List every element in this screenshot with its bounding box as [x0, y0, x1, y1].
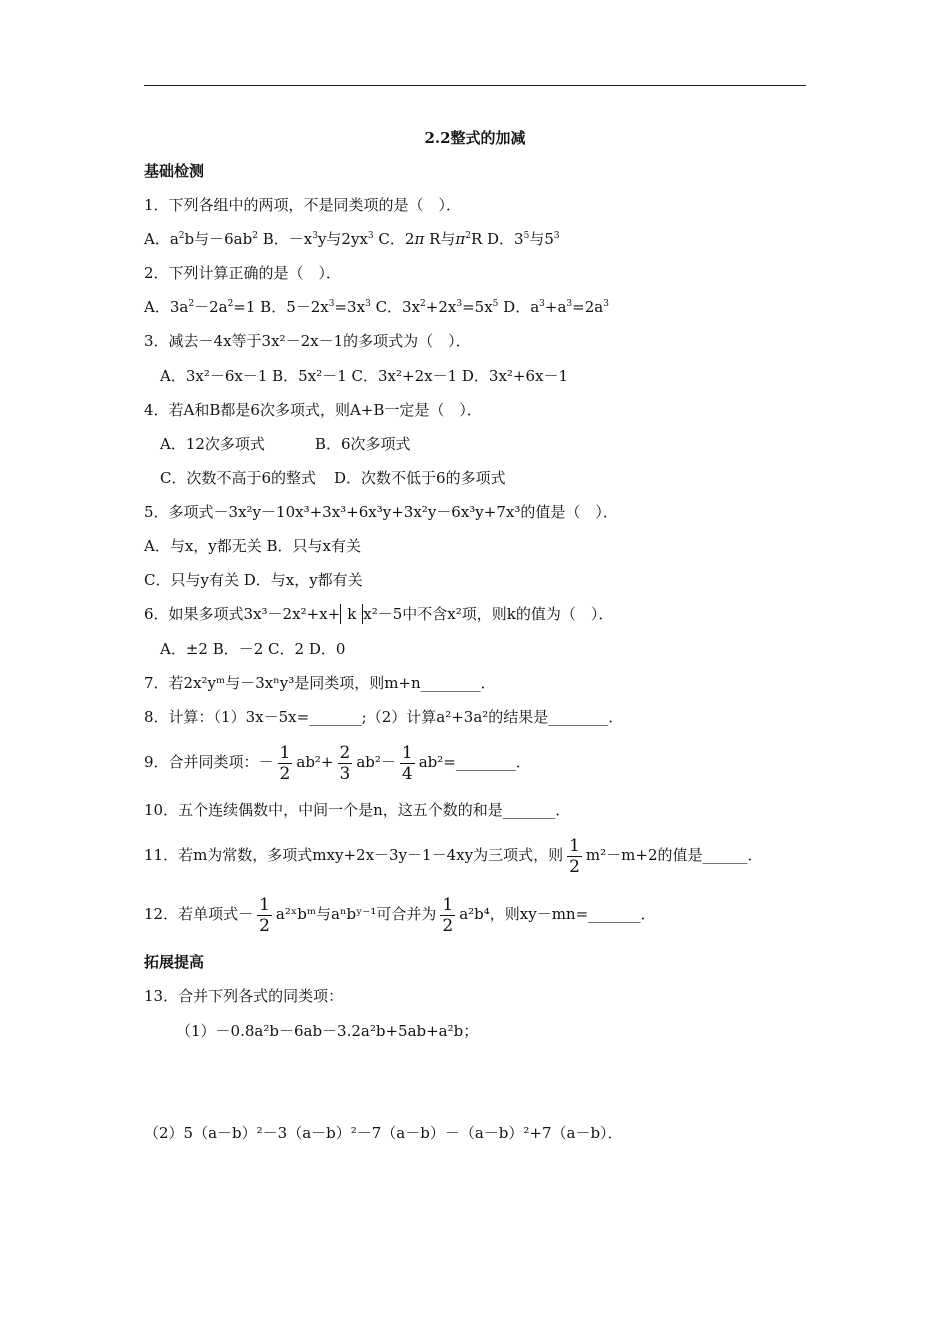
question-5: 5．多项式－3x²y－10x³+3x³+6x³y+3x²y－6x³y+7x³的值是（ ）． [144, 503, 618, 521]
section-heading-extension: 拓展提高 [144, 953, 205, 971]
question-4-options-ab: A．12次多项式 B．6次多项式 [160, 435, 411, 453]
question-6-options: A．±2 B．－2 C．2 D．0 [160, 640, 346, 658]
header-rule [144, 85, 806, 86]
question-3: 3．减去－4x等于3x²－2x－1的多项式为（ ）． [144, 332, 471, 350]
question-1-options: A．$a^2b$与$-6ab^2$ B．$-x^3y$与$2yx^3$ C．2π R与$\pi^2R$ D．$3^5$与$5^3$ [144, 230, 560, 248]
absolute-value: k [340, 604, 363, 624]
fraction: $\frac{1}{2}$ [259, 894, 270, 936]
question-2-options: A．$3a^2-2a^2=1$ B．$5-2x^3=3x^3$ C．$3x^2+2x^3=5x^5$ D．$a^3+a^3=2a^3$ [144, 298, 609, 316]
fraction: $\frac{2}{3}$ [339, 742, 351, 784]
question-13: 13．合并下列各式的同类项： [144, 987, 344, 1005]
question-13-part-2: （2）5（a－b）²－3（a－b）²－7（a－b）－（a－b）²+7（a－b）． [144, 1124, 623, 1142]
fraction: $\frac{1}{2}$ [279, 742, 291, 784]
section-heading-basic: 基础检测 [144, 162, 205, 180]
question-1: 1．下列各组中的两项，不是同类项的是（ ）． [144, 196, 462, 214]
question-10: 10．五个连续偶数中，中间一个是n，这五个数的和是_______． [144, 801, 571, 819]
question-5-options-ab: A．与x，y都无关 B．只与x有关 [144, 537, 362, 555]
question-4: 4．若A和B都是6次多项式，则A+B一定是（ ）． [144, 401, 482, 419]
question-6: 6．如果多项式3x³－2x²+x+ k x²－5中不含x²项，则k的值为（ ）． [144, 605, 614, 623]
page-title: 2.2整式的加减 [424, 129, 526, 147]
question-5-options-cd: C．只与y有关 D．与x，y都有关 [144, 571, 363, 589]
question-7: 7．若2x²yᵐ与－3xⁿy³是同类项，则m+n________． [144, 674, 496, 692]
fraction: $\frac{1}{4}$ [401, 742, 413, 784]
fraction: $\frac{1}{2}$ [569, 835, 580, 877]
question-2: 2．下列计算正确的是（ ）． [144, 264, 342, 282]
question-9: 9．合并同类项：－ $\frac{1}{2}$ ab²+ $\frac{2}{3}$ ab²－ $\frac{1}{4}$ ab²=________． [144, 742, 531, 784]
question-8: 8．计算：（1）3x－5x=_______;（2）计算a²+3a²的结果是________． [144, 708, 624, 726]
question-3-options: A．3x²－6x－1 B．5x²－1 C．3x²+2x－1 D．3x²+6x－1 [160, 367, 569, 385]
question-11: 11．若m为常数，多项式mxy+2x－3y－1－4xy为三项式，则 $\frac{1}{2}$ m²－m+2的值是______． [144, 835, 763, 877]
question-12: 12．若单项式－ $\frac{1}{2}$ a²ˣbᵐ与aⁿbʸ⁻¹可合并为 $\frac{1}{2}$ a²b⁴，则xy－mn=_______． [144, 894, 656, 936]
question-4-options-cd: C．次数不高于6的整式 D．次数不低于6的多项式 [160, 469, 506, 487]
question-13-part-1: （1）－0.8a²b－6ab－3.2a²b+5ab+a²b； [176, 1022, 479, 1040]
fraction: $\frac{1}{2}$ [442, 894, 454, 936]
